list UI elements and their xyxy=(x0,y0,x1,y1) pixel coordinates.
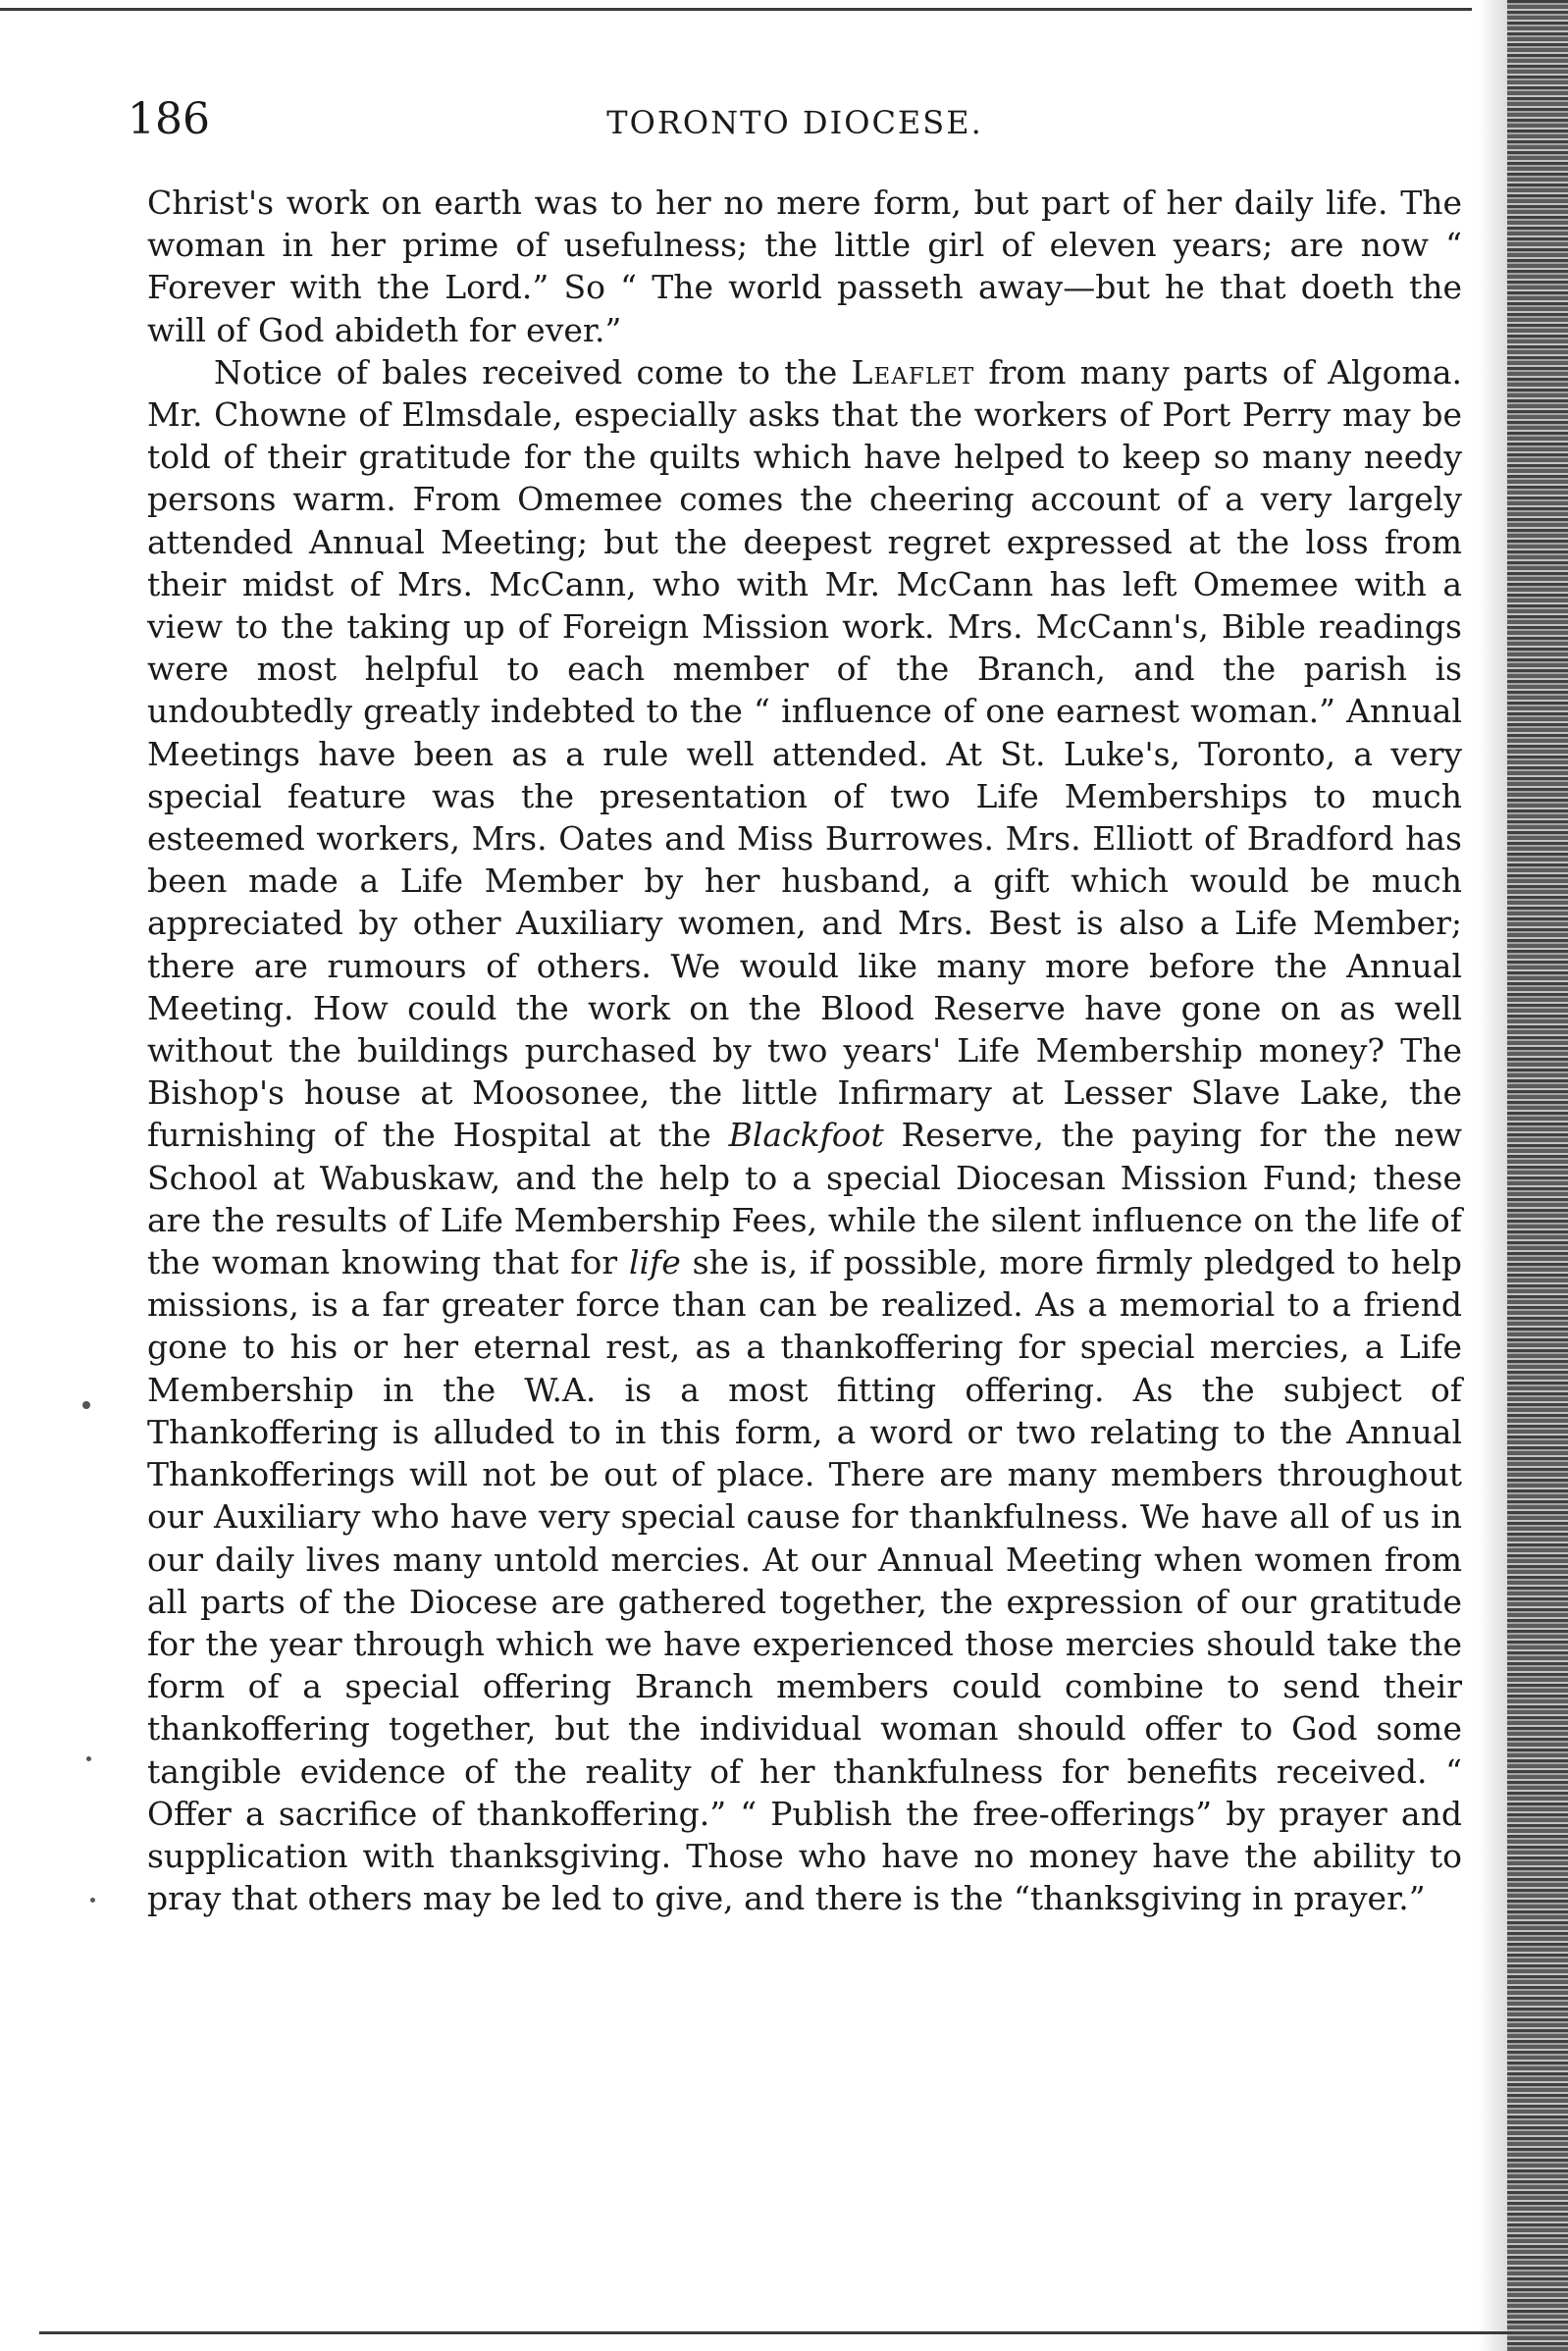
bottom-rule xyxy=(39,2331,1511,2334)
paragraph-1: Christ's work on earth was to her no mere form, but part of her daily life. The woman in her prime of usefulness; the little girl of eleven years; are now “ Forever with the Lord.” So “ The world passeth away—but he that doeth the will of God abideth for ever.” xyxy=(147,183,1462,349)
paragraph-2 xyxy=(147,351,1462,1920)
blackfoot-italic: Blackfoot xyxy=(728,1116,884,1155)
paragraph-2-text-a: Notice of bales received come to the xyxy=(214,352,852,392)
body-text xyxy=(147,182,1462,1919)
paragraph-2-text-b: from many parts of Algoma. Mr. Chowne of Elmsdale, especially asks that the workers of Port Perry may be told of their gratitude for the quilts which have helped to keep so many needy persons warm. From Omemee comes the cheering account of a very largely attended Annual Meeting; but the deepest regret expressed at the loss from their midst of Mrs. McCann, who with Mr. McCann has left Omemee with a view to the taking up of Foreign Mission work. Mrs. McCann's, Bible readings were most helpful to each member of the Branch, and the parish is undoubtedly greatly indebted to the “ influence of one earnest woman.” Annual Meetings have been as a rule well attended. At St. Luke's, Toronto, a very special feature was the presentation of two Life Memberships to much esteemed workers, Mrs. Oates and Miss Burrowes. Mrs. Elliott of Bradford has been made a Life Member by her husband, a gift which would be much appreciated by other Auxiliary women, and Mrs. Best is also a Life Member; there are rumours of others. We would like many more before the Annual Meeting. How could the work on the Blood Reserve have gone on as well without the buildings purchased by two years' Life Membership money? The Bishop's house at Moosonee, the little Infirmary at Lesser Slave Lake, the furnishing of the Hospital at the xyxy=(147,352,1462,1155)
margin-speck xyxy=(90,1898,95,1903)
page-number: 186 xyxy=(128,94,210,144)
top-rule xyxy=(0,8,1472,11)
life-italic: life xyxy=(628,1243,681,1282)
paragraph-2-text-c: Reserve, the paying for the new School at Wabuskaw, and the help to a special Diocesan Mission Fund; these are the results of Life Membership Fees, while the silent influence on the life of the woman knowing that for xyxy=(147,1116,1462,1282)
spine-shadow xyxy=(1478,0,1507,2351)
book-spine-edge xyxy=(1507,0,1568,2351)
leaflet-small-caps: Leaflet xyxy=(851,352,975,392)
page-header xyxy=(128,90,1462,149)
margin-speck xyxy=(86,1756,91,1761)
paragraph-2-text-d: she is, if possible, more firmly pledged to help missions, is a far greater force than can be realized. As a memorial to a friend gone to his or her eternal rest, as a thankoffering for special mercies, a Life Membership in the W.A. is a most fitting offering. As the subject of Thankoffering is alluded to in this form, a word or two relating to the Annual Thankofferings will not be out of place. There are many members throughout our Auxiliary who have very special cause for thankfulness. We have all of us in our daily lives many untold mercies. At our Annual Meeting when women from all parts of the Diocese are gathered together, the expression of our gratitude for the year through which we have experienced those mercies should take the form of a special offering Branch members could combine to send their thankoffering together, but the individual woman should offer to God some tangible evidence of the reality of her thankfulness for benefits received. “ Offer a sacrifice of thankoffering.” “ Publish the free-offerings” by prayer and supplication with thanksgiving. Those who have no money have the ability to pray that others may be led to give, and there is the “thanksgiving in prayer.” xyxy=(147,1243,1462,1918)
running-head: TORONTO DIOCESE. xyxy=(606,104,983,141)
margin-speck xyxy=(82,1401,90,1409)
